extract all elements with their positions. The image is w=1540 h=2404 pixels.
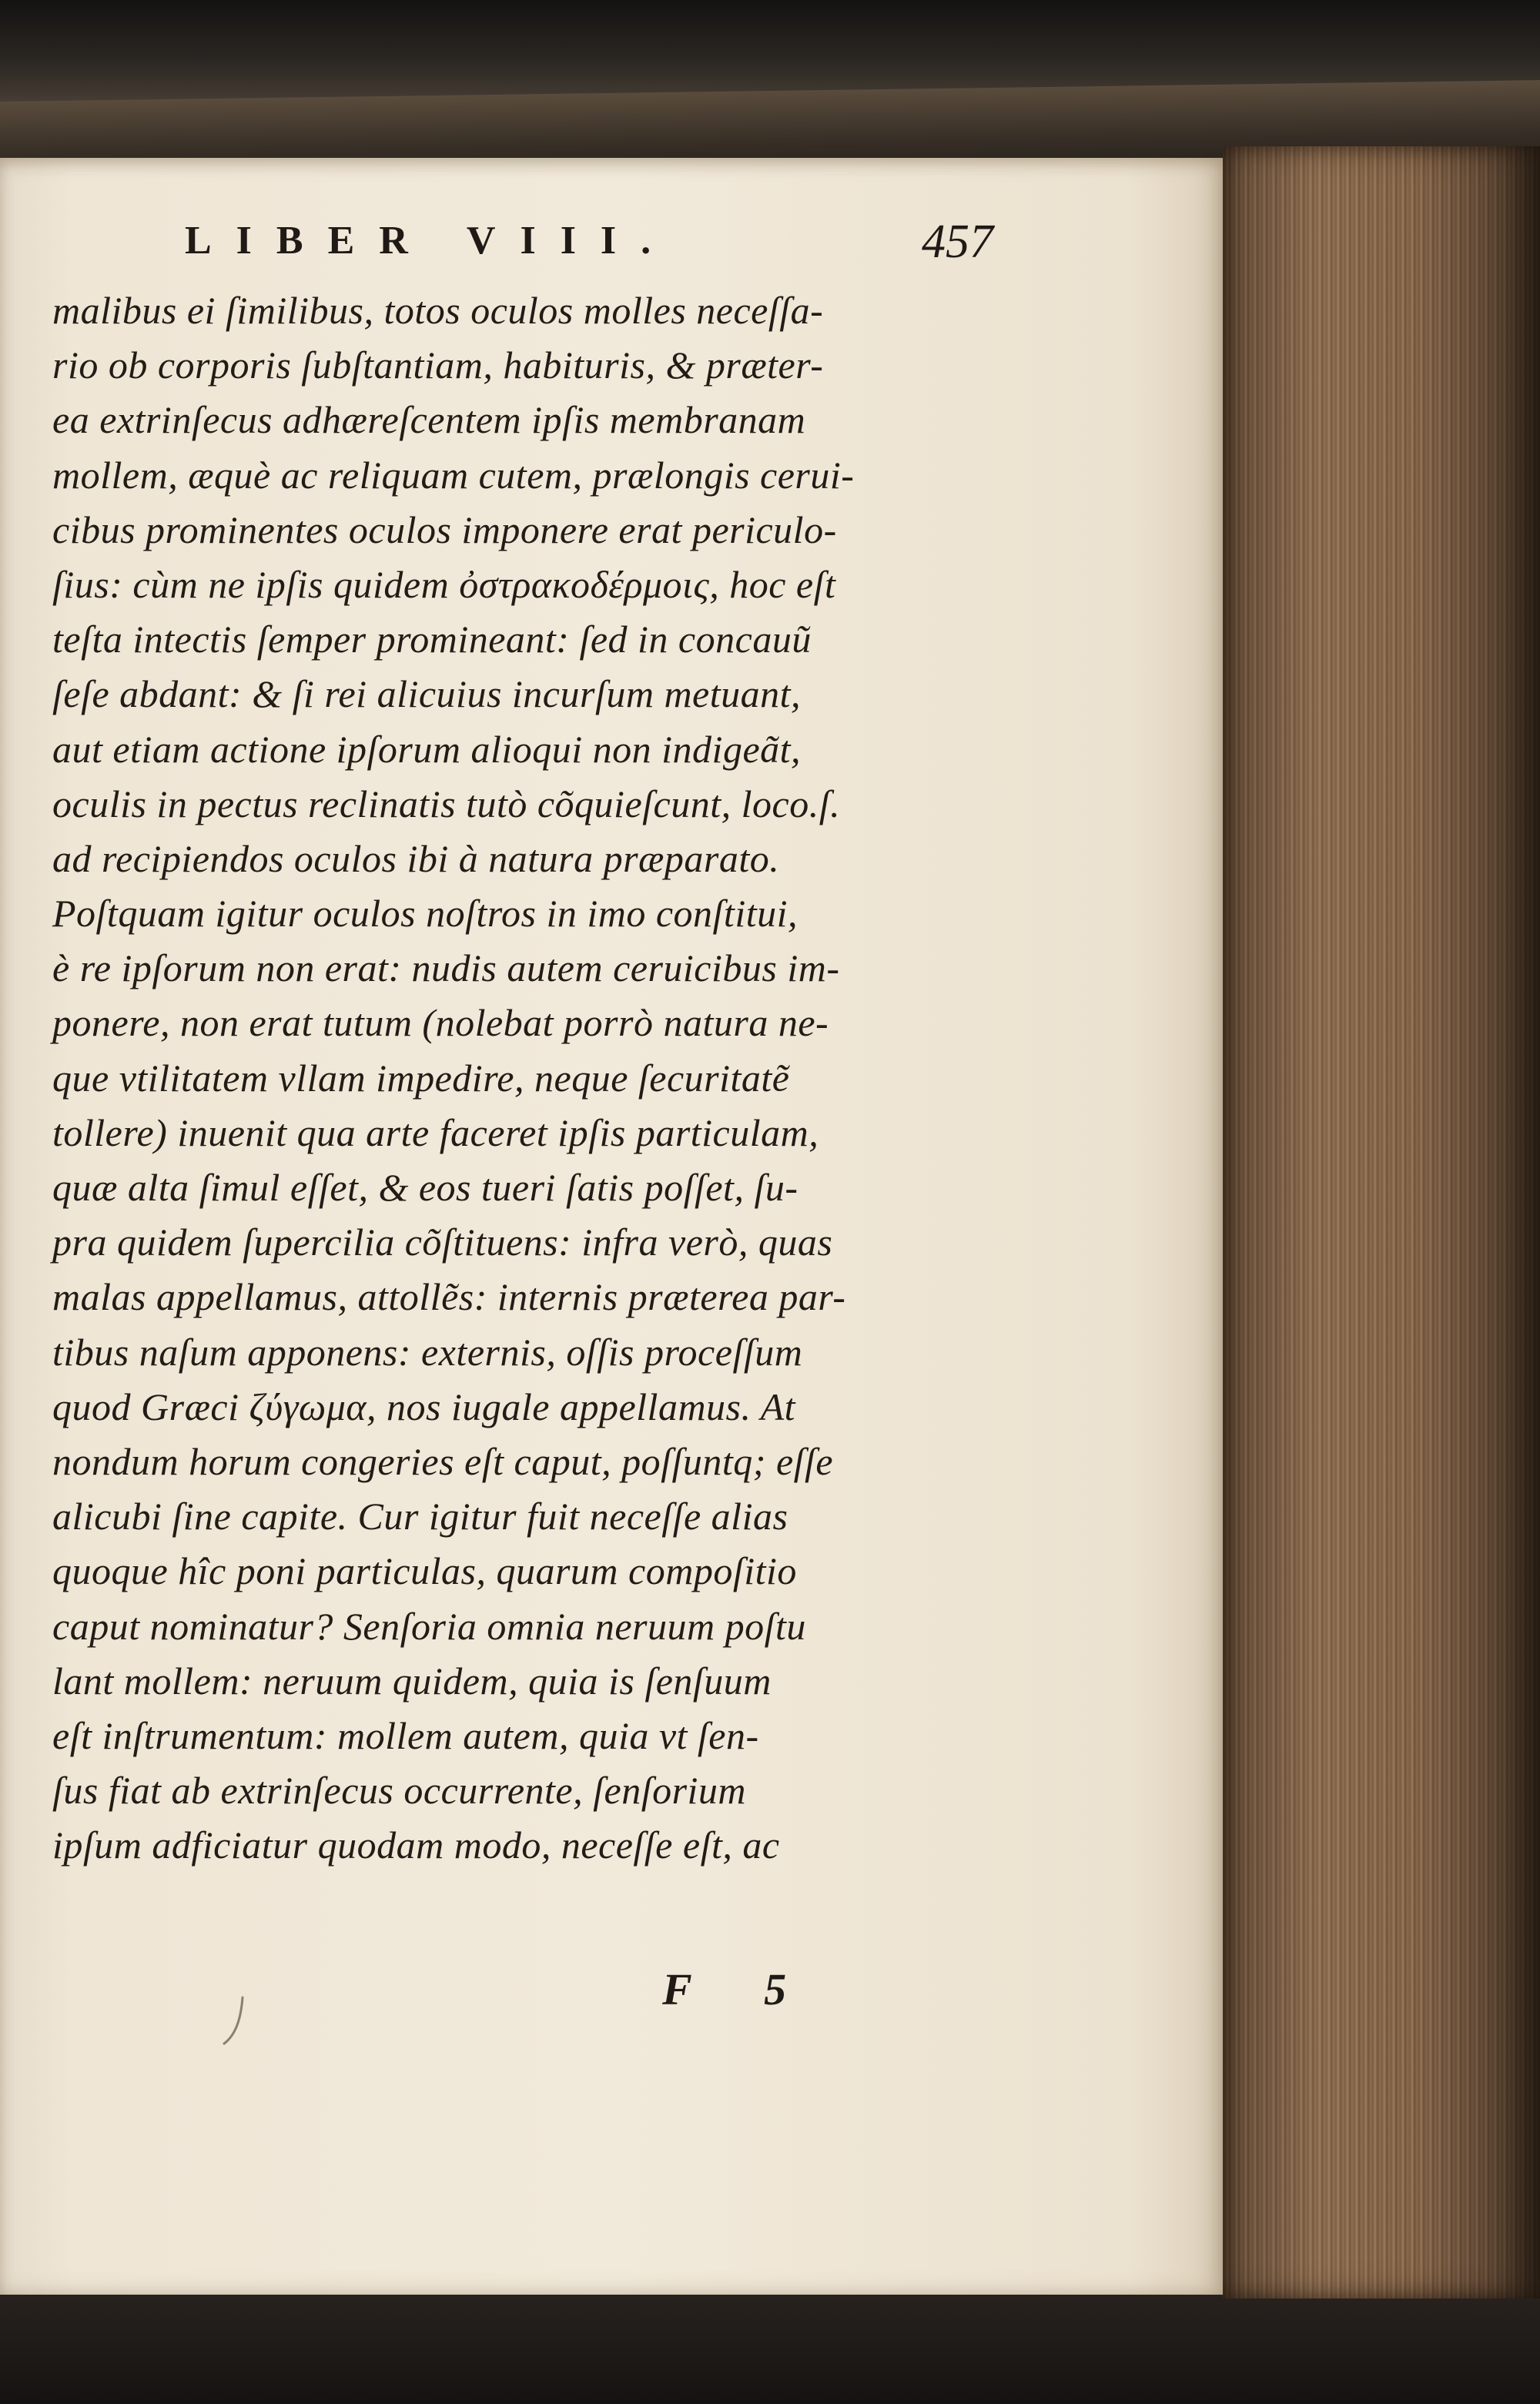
- text-line: nondum horum congeries eſt caput, poſſuntq; eſſe: [52, 1439, 834, 1483]
- text-line: ſeſe abdant: & ſi rei alicuius incurſum metuant,: [52, 672, 802, 716]
- text-line: oculis in pectus reclinatis tutò cõquieſcunt, loco.ſ.: [52, 782, 841, 825]
- running-head: [185, 218, 993, 272]
- text-line: malibus ei ſimilibus, totos oculos molles neceſſa-: [52, 289, 824, 332]
- text-line: que vtilitatem vllam impedire, neque ſecuritatẽ: [52, 1056, 790, 1100]
- signature-mark: F 5: [662, 1964, 818, 2014]
- text-line: ad recipiendos oculos ibi à natura præparato.: [52, 836, 780, 880]
- text-line: pra quidem ſupercilia cõſtituens: infra verò, quas: [52, 1220, 833, 1264]
- running-head-title: LIBER VIII.: [185, 219, 676, 263]
- text-line: alicubi ſine capite. Cur igitur fuit neceſſe alias: [52, 1495, 788, 1538]
- text-line: ſius: cùm ne ipſis quidem ὀστρακοδέρμοις, hoc eſt: [52, 562, 836, 606]
- text-line: mollem, æquè ac reliquam cutem, prælongis cerui-: [52, 453, 855, 497]
- text-line: è re ipſorum non erat: nudis autem ceruicibus im-: [52, 946, 840, 990]
- text-line: ipſum adficiatur quodam modo, neceſſe eſt, ac: [52, 1823, 780, 1867]
- text-line: cibus prominentes oculos imponere erat periculo-: [52, 507, 837, 551]
- text-line: lant mollem: neruum quidem, quia is ſenſuum: [52, 1659, 772, 1703]
- text-block: [52, 283, 938, 1873]
- text-line: quoque hîc poni particulas, quarum compoſitio: [52, 1549, 797, 1593]
- text-line: rio ob corporis ſubſtantiam, habituris, & præter-: [52, 343, 824, 387]
- text-line: Poſtquam igitur oculos noſtros in imo conſtitui,: [52, 892, 798, 936]
- text-line: aut etiam actione ipſorum alioqui non indigeãt,: [52, 727, 802, 771]
- page-number: 457: [922, 216, 993, 268]
- pencil-mark-icon: [219, 1994, 250, 2048]
- text-line: tollere) inuenit qua arte faceret ipſis particulam,: [52, 1110, 819, 1154]
- page-fore-edge: [1223, 146, 1540, 2299]
- text-line: tibus naſum apponens: externis, oſſis proceſſum: [52, 1330, 803, 1374]
- text-line: ea extrinſecus adhæreſcentem ipſis membranam: [52, 398, 806, 442]
- text-line: quæ alta ſimul eſſet, & eos tueri ſatis poſſet, ſu-: [52, 1166, 798, 1209]
- text-line: eſt inſtrumentum: mollem autem, quia vt ſen-: [52, 1713, 759, 1757]
- text-line: malas appellamus, attollẽs: internis præterea par-: [52, 1275, 846, 1319]
- text-line: quod Græci ζύγωμα, nos iugale appellamus. At: [52, 1384, 796, 1428]
- text-line: caput nominatur? Senſoria omnia neruum poſtu: [52, 1604, 806, 1648]
- text-line: teſta intectis ſemper promineant: ſed in concauũ: [52, 618, 812, 661]
- text-line: ponere, non erat tutum (nolebat porrò natura ne-: [52, 1001, 829, 1045]
- text-line: ſus fiat ab extrinſecus occurrente, ſenſorium: [52, 1769, 747, 1813]
